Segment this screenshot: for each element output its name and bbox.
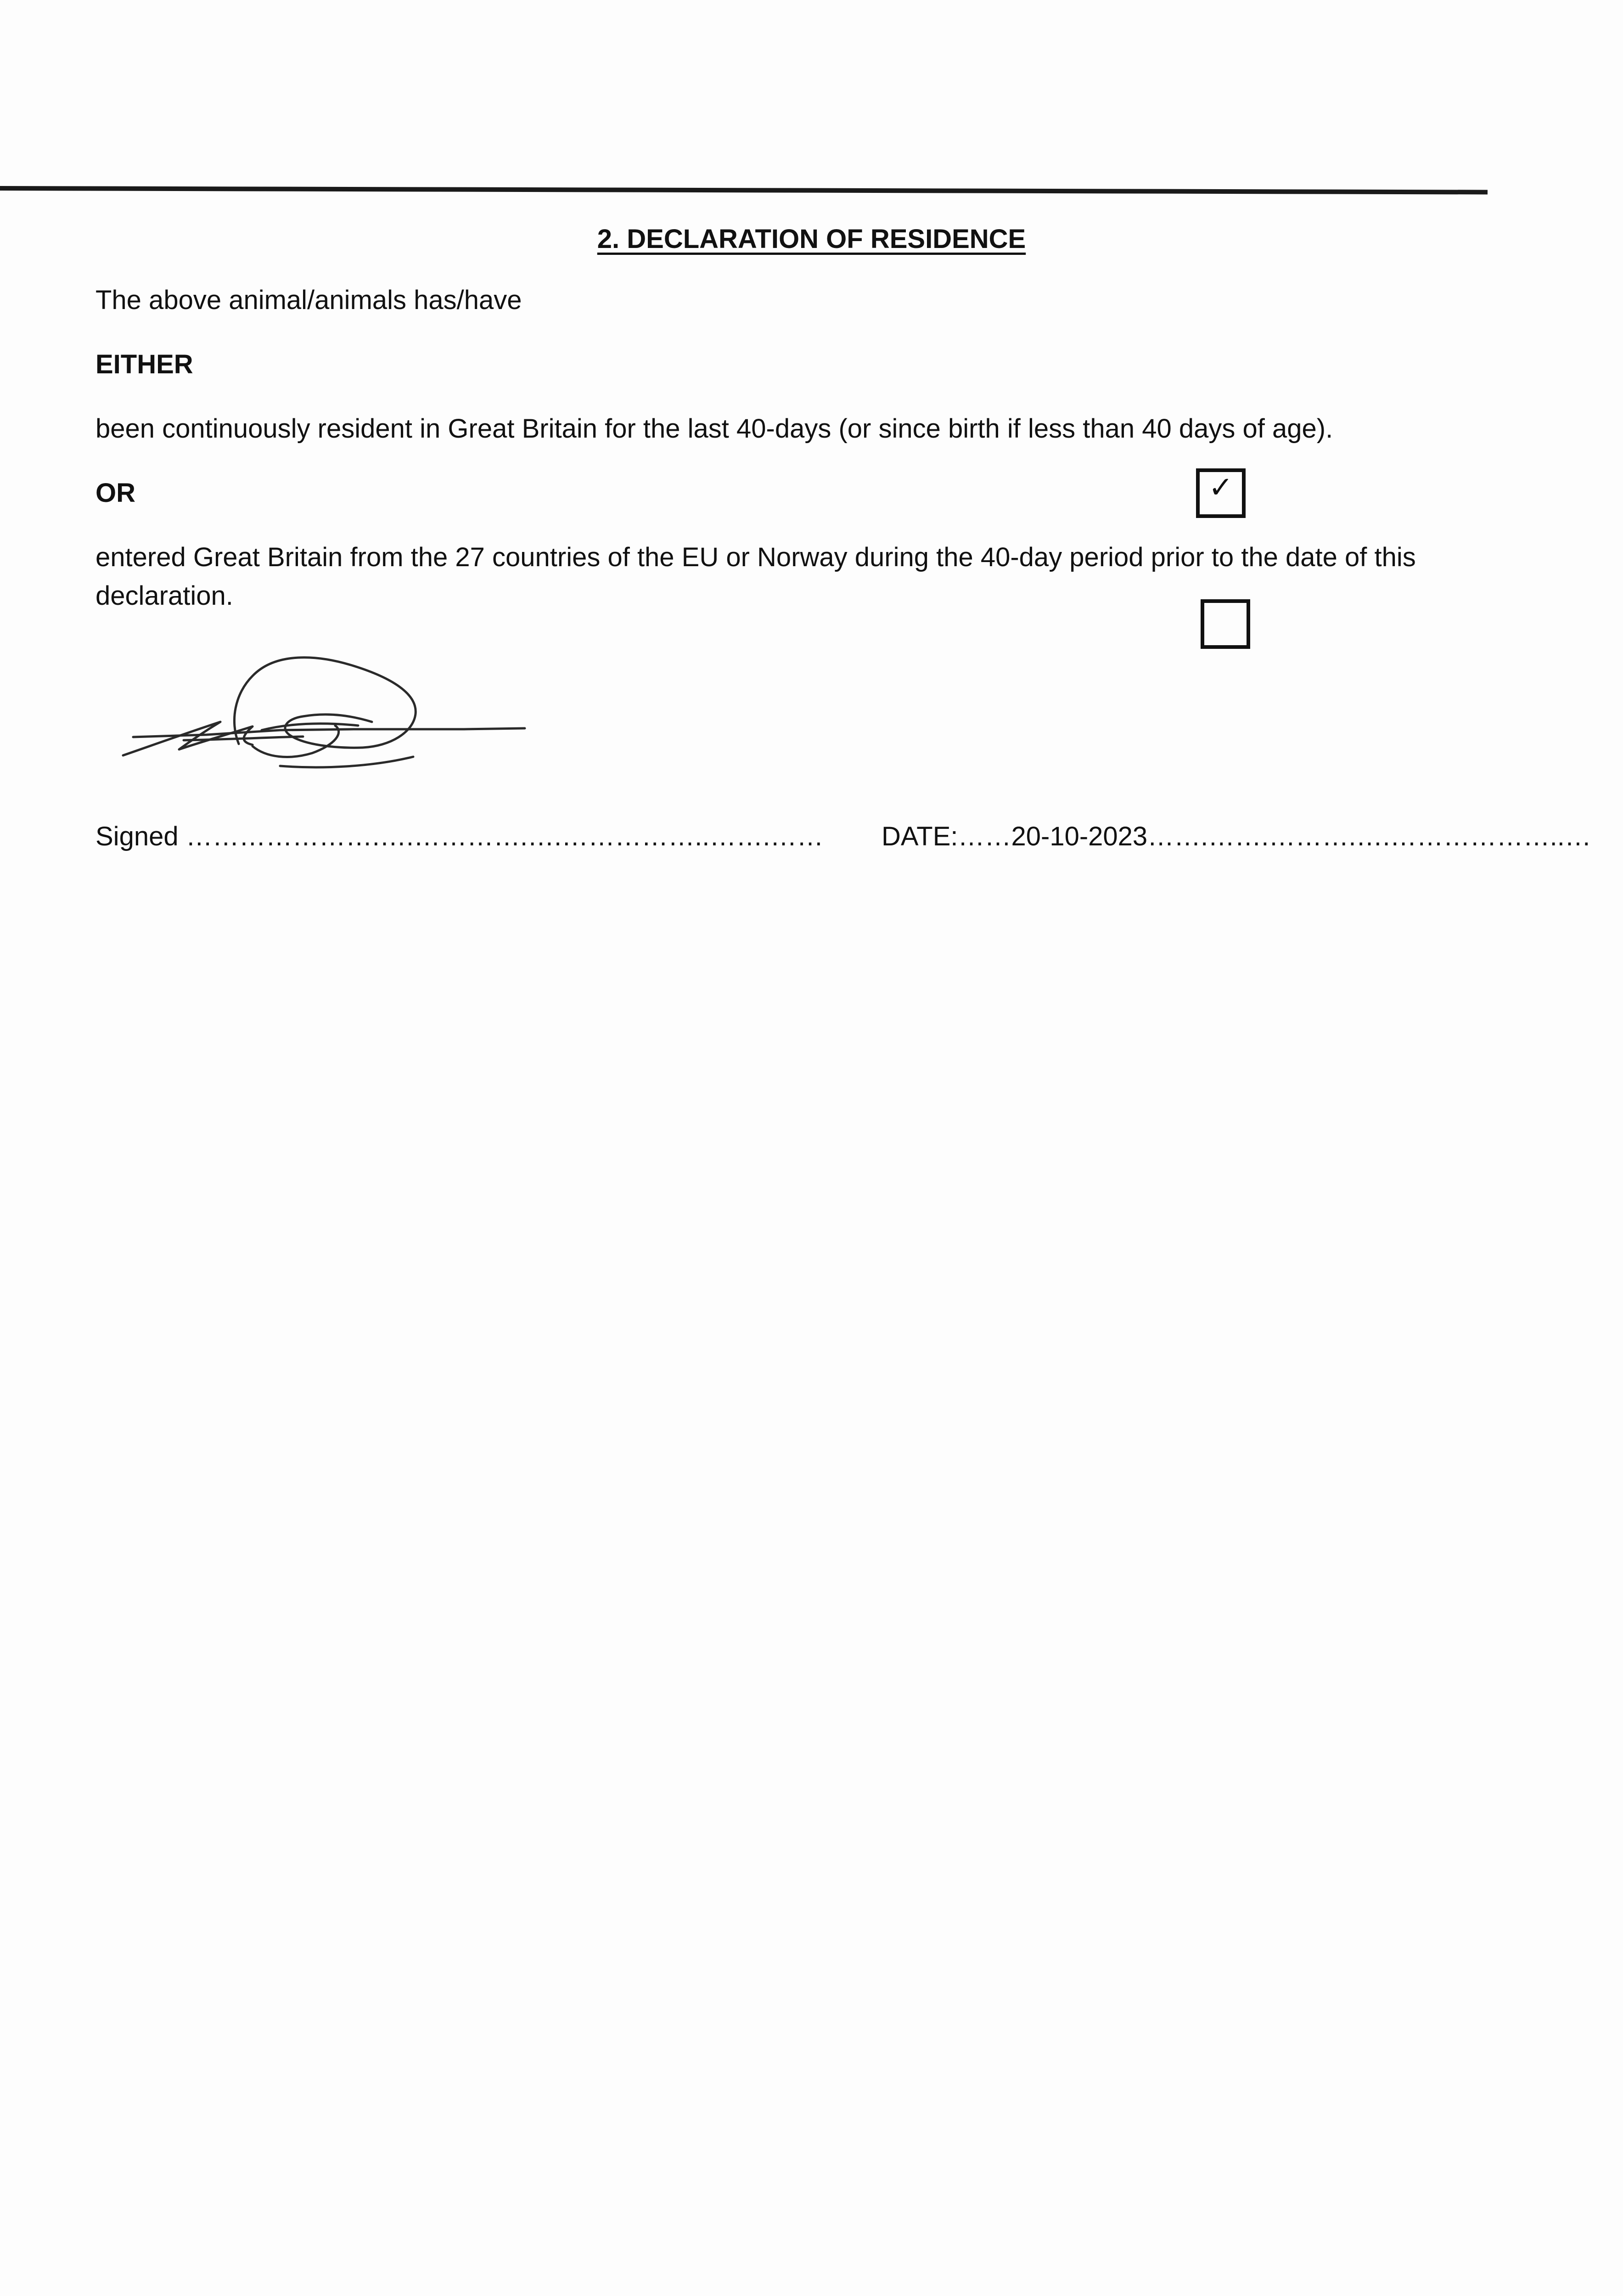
option-2-text: entered Great Britain from the 27 countries of the EU or Norway during the 40-day period prior to the date of this declaration. [95, 542, 1416, 611]
date-line: DATE:……20-10-2023…….…….……….….………………..… [882, 822, 1591, 851]
option-1-checkbox[interactable] [1196, 468, 1246, 518]
either-label: EITHER [95, 349, 193, 379]
section-heading: 2. DECLARATION OF RESIDENCE [597, 224, 1026, 254]
option-2-checkbox[interactable] [1201, 599, 1250, 649]
signed-line: Signed ………………….….………….….……………..…….…… [95, 822, 824, 851]
or-label: OR [95, 478, 135, 508]
top-divider-line [0, 186, 1488, 194]
option-1-text: been continuously resident in Great Britain for the last 40-days (or since birth if less than 40 days of age). [95, 414, 1333, 444]
checkmark-icon: ✓ [1208, 471, 1233, 505]
intro-text: The above animal/animals has/have [95, 285, 522, 315]
handwritten-signature [115, 643, 537, 781]
